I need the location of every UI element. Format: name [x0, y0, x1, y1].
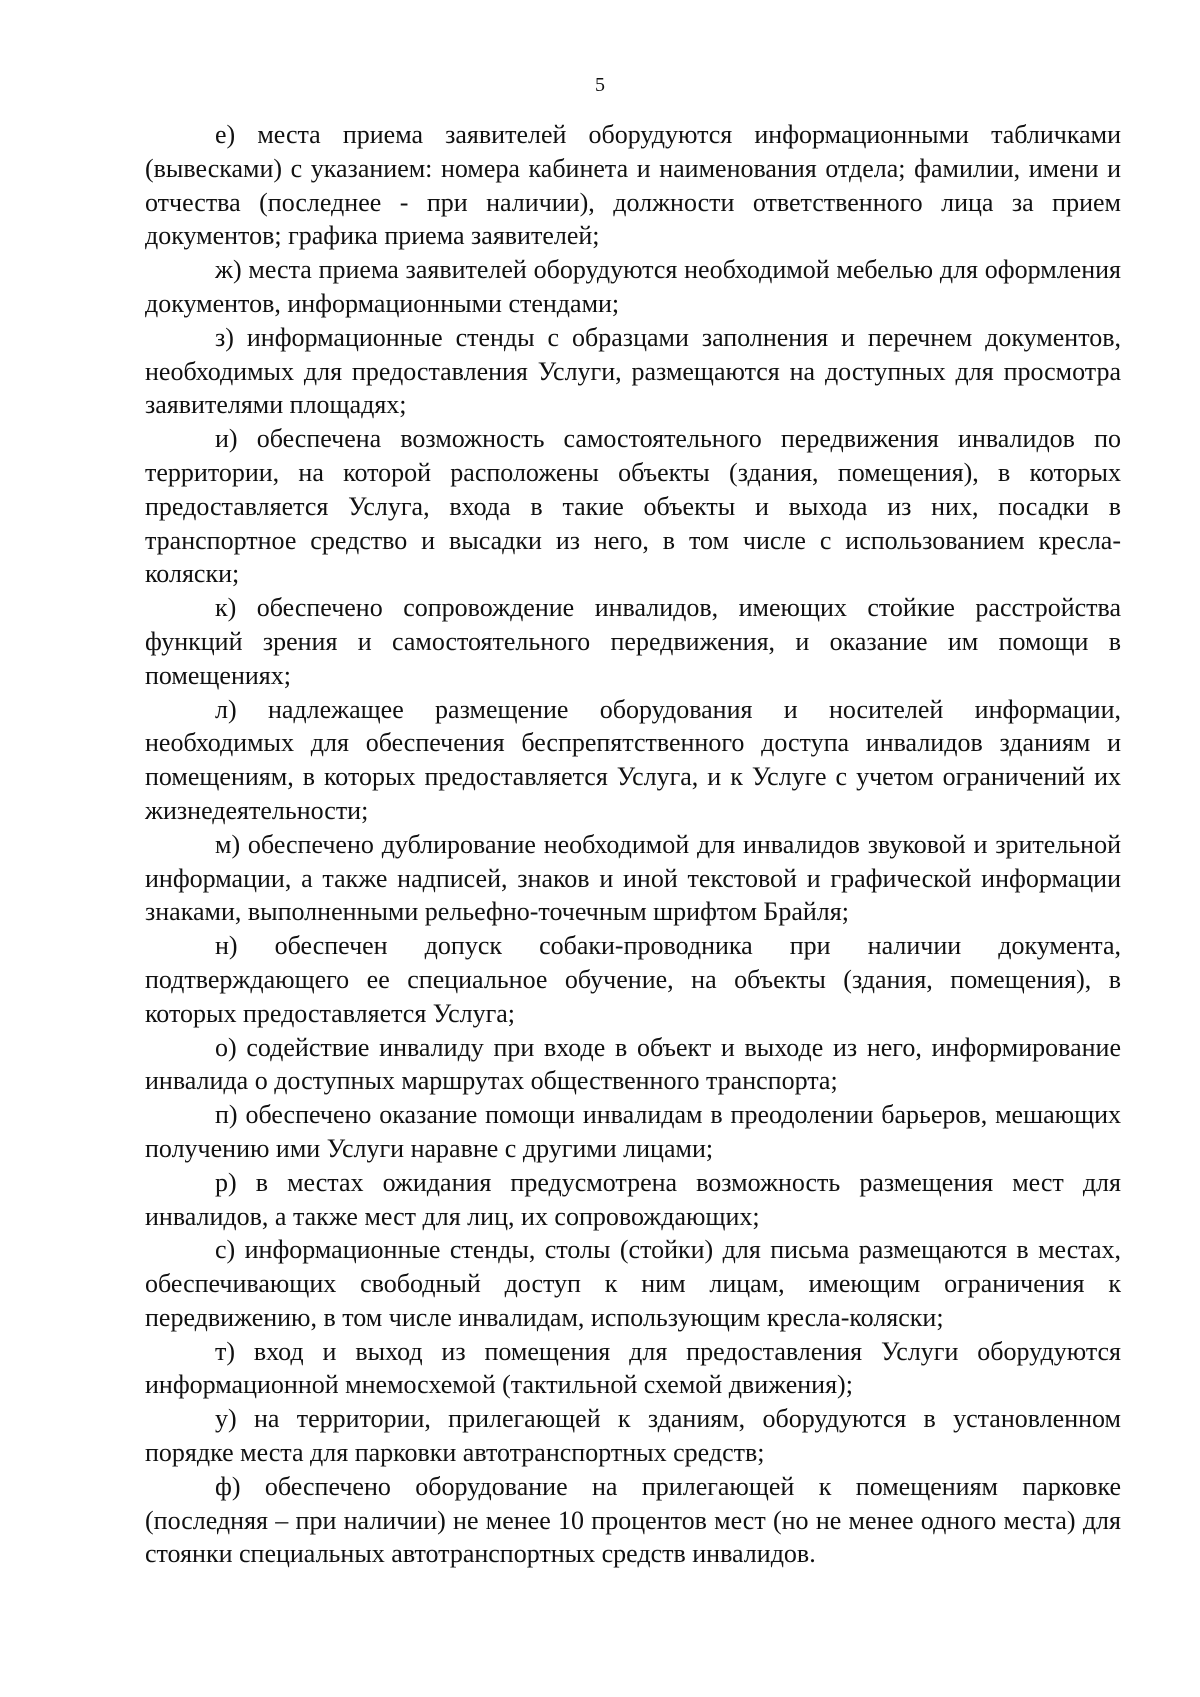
list-item-e: е) места приема заявителей оборудуются информационными табличками (вывесками) с указанием: номера кабинета и наименования отдела; фамилии, имени и отчества (последнее - при наличии), должности ответственного лица за прием документов; графика приема заявителей;	[145, 120, 1121, 251]
list-item-s: с) информационные стенды, столы (стойки) для письма размещаются в местах, обеспечивающих свободный доступ к ним лицам, имеющим ограничения к передвижению, в том числе инвалидам, использующим кресла-коляски;	[145, 1235, 1121, 1332]
list-item-k: к) обеспечено сопровождение инвалидов, имеющих стойкие расстройства функций зрения и самостоятельного передвижения, и оказание им помощи в помещениях;	[145, 593, 1121, 690]
list-item-z: з) информационные стенды с образцами заполнения и перечнем документов, необходимых для предоставления Услуги, размещаются на доступных для просмотра заявителями площадях;	[145, 322, 1121, 420]
list-item-p: п) обеспечено оказание помощи инвалидам в преодолении барьеров, мешающих получению ими Услуги наравне с другими лицами;	[145, 1100, 1121, 1163]
document-body	[145, 118, 1121, 1571]
list-item-i: и) обеспечена возможность самостоятельного передвижения инвалидов по территории, на которой расположены объекты (здания, помещения), в которых предоставляется Услуга, входа в такие объекты и выхода из них, посадки в транспортное средство и высадки из него, в том числе с использованием кресла-коляски;	[145, 424, 1121, 589]
list-item-m: м) обеспечено дублирование необходимой для инвалидов звуковой и зрительной информации, а также надписей, знаков и иной текстовой и графической информации знаками, выполненными рельефно-точечным шрифтом Брайля;	[145, 829, 1121, 927]
list-item-o: о) содействие инвалиду при входе в объект и выходе из него, информирование инвалида о доступных маршрутах общественного транспорта;	[145, 1032, 1121, 1096]
list-item-t: т) вход и выход из помещения для предоставления Услуги оборудуются информационной мнемосхемой (тактильной схемой движения);	[145, 1336, 1121, 1400]
list-item-r: р) в местах ожидания предусмотрена возможность размещения мест для инвалидов, а также мест для лиц, их сопровождающих;	[145, 1167, 1121, 1231]
list-item-f: ф) обеспечено оборудование на прилегающей к помещениям парковке (последняя – при наличии) не менее 10 процентов мест (но не менее одного места) для стоянки специальных автотранспортных средств инвалидов.	[145, 1471, 1121, 1569]
list-item-u: у) на территории, прилегающей к зданиям, оборудуются в установленном порядке места для парковки автотранспортных средств;	[145, 1404, 1121, 1468]
page-number: 5	[595, 74, 605, 96]
list-item-l: л) надлежащее размещение оборудования и носителей информации, необходимых для обеспечения беспрепятственного доступа инвалидов зданиям и помещениям, в которых предоставляется Услуга, и к Услуге с учетом ограничений их жизнедеятельности;	[145, 694, 1121, 825]
list-item-n: н) обеспечен допуск собаки-проводника при наличии документа, подтверждающего ее специальное обучение, на объекты (здания, помещения), в которых предоставляется Услуга;	[145, 931, 1121, 1028]
list-item-zh: ж) места приема заявителей оборудуются необходимой мебелью для оформления документов, информационными стендами;	[145, 255, 1121, 318]
